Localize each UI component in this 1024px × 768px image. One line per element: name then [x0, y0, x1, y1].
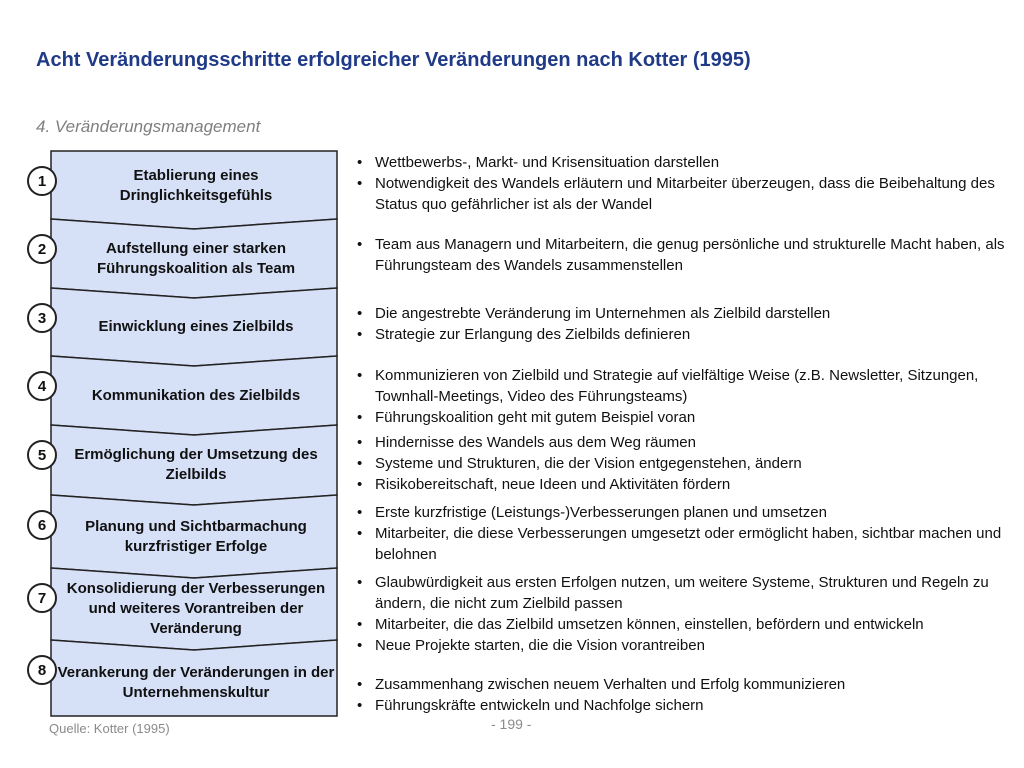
step-number-8: 8: [27, 655, 57, 685]
step-label-7: Konsolidierung der Verbesserungen und weiteres Vorantreiben der Veränderung: [66, 580, 326, 637]
step-label-6: Planung und Sichtbarmachung kurzfristiger Erfolge: [85, 517, 307, 555]
step-label-8: Verankerung der Veränderungen in der Unternehmenskultur: [57, 664, 335, 701]
bullet-item: • Zusammenhang zwischen neuem Verhalten und Erfolg kommunizieren: [355, 674, 1015, 695]
step-number-2: 2: [27, 234, 57, 264]
bullet-item: • Führungskräfte entwickeln und Nachfolge sichern: [355, 695, 1015, 716]
step-number-6: 6: [27, 510, 57, 540]
page-number: - 199 -: [491, 716, 532, 732]
step-bullets-1: [355, 152, 1015, 215]
step-label-4: Kommunikation des Zielbilds: [91, 386, 301, 404]
page-title: Acht Veränderungsschritte erfolgreicher Veränderungen nach Kotter (1995): [36, 49, 751, 71]
bullet-item: • Systeme und Strukturen, die der Vision entgegenstehen, ändern: [355, 453, 1015, 474]
bullet-item: • Team aus Managern und Mitarbeitern, die genug persönliche und strukturelle Macht haben, als Führungsteam des Wandels zusammenstellen: [355, 234, 1015, 276]
bullet-item: • Strategie zur Erlangung des Zielbilds definieren: [355, 324, 1015, 345]
step-number-1: 1: [27, 166, 57, 196]
source-note: Quelle: Kotter (1995): [49, 721, 170, 736]
step-bullets-3: [355, 303, 1015, 345]
step-number-4: 4: [27, 371, 57, 401]
bullet-item: • Hindernisse des Wandels aus dem Weg räumen: [355, 432, 1015, 453]
section-subtitle: 4. Veränderungsmanagement: [36, 117, 261, 136]
bullet-item: • Wettbewerbs-, Markt- und Krisensituation darstellen: [355, 152, 1015, 173]
bullet-item: • Risikobereitschaft, neue Ideen und Aktivitäten fördern: [355, 474, 1015, 495]
bullet-item: • Glaubwürdigkeit aus ersten Erfolgen nutzen, um weitere Systeme, Strukturen und Regeln zu ändern, die nicht zum Zielbild passen: [355, 572, 1015, 614]
bullet-item: • Mitarbeiter, die das Zielbild umsetzen können, einstellen, befördern und entwickeln: [355, 614, 1015, 635]
bullet-item: • Führungskoalition geht mit gutem Beispiel voran: [355, 407, 1015, 428]
bullet-item: • Kommunizieren von Zielbild und Strategie auf vielfältige Weise (z.B. Newsletter, Sitzungen, Townhall-Meetings, Video des Führungsteams): [355, 365, 1015, 407]
step-number-7: 7: [27, 583, 57, 613]
step-bullets-4: [355, 365, 1015, 428]
bullet-item: • Erste kurzfristige (Leistungs-)Verbesserungen planen und umsetzen: [355, 502, 1015, 523]
step-bullets-7: [355, 572, 1015, 656]
step-label-2: Aufstellung einer starken Führungskoalition als Team: [96, 239, 296, 277]
bullet-item: • Die angestrebte Veränderung im Unternehmen als Zielbild darstellen: [355, 303, 1015, 324]
step-bullets-5: [355, 432, 1015, 495]
step-label-1: Etablierung eines Dringlichkeitsgefühls: [119, 167, 273, 204]
step-bullets-2: [355, 234, 1015, 276]
step-label-3: Einwicklung eines Zielbilds: [98, 318, 294, 335]
step-number-3: 3: [27, 303, 57, 333]
step-bullets-8: [355, 674, 1015, 716]
bullet-item: • Neue Projekte starten, die die Vision vorantreiben: [355, 635, 1015, 656]
step-number-5: 5: [27, 440, 57, 470]
step-bullets-6: [355, 502, 1015, 565]
bullet-item: • Notwendigkeit des Wandels erläutern und Mitarbeiter überzeugen, dass die Beibehaltung des Status quo gefährlicher ist als der Wandel: [355, 173, 1015, 215]
step-label-5: Ermöglichung der Umsetzung des Zielbilds: [74, 446, 318, 483]
bullet-item: • Mitarbeiter, die diese Verbesserungen umgesetzt oder ermöglicht haben, sichtbar machen und belohnen: [355, 523, 1015, 565]
